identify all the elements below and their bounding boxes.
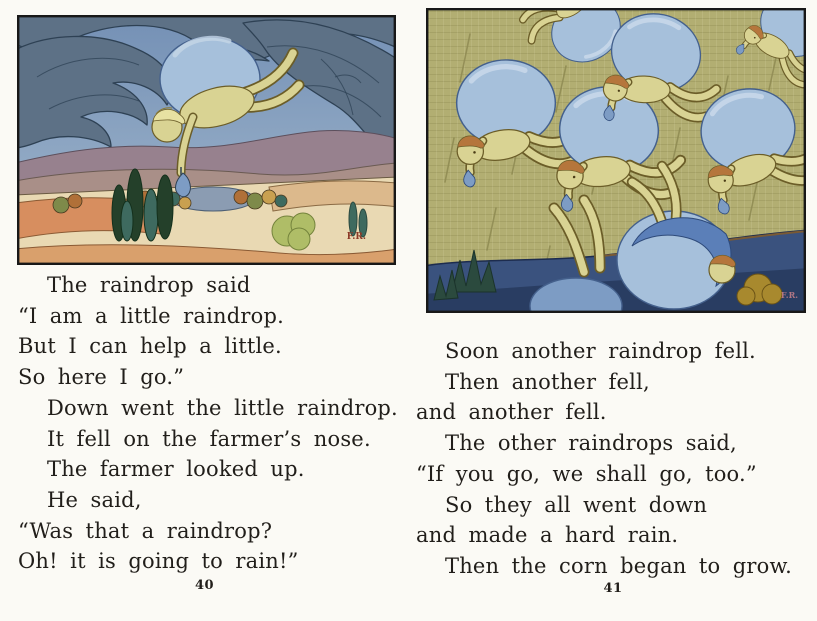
right-illustration-svg — [426, 8, 806, 313]
left-illustration — [17, 15, 396, 265]
story-line: He said, — [47, 487, 142, 512]
right-story-text — [416, 336, 812, 582]
page-number: 40 — [194, 578, 215, 593]
story-line: The other raindrops said, — [445, 431, 737, 456]
left-story-text — [18, 270, 404, 577]
story-line: “I am a little raindrop. — [18, 303, 284, 328]
illustrator-signature: F.R. — [346, 232, 366, 242]
story-line: Oh! it is going to rain!” — [18, 549, 299, 574]
page-number: 41 — [603, 581, 623, 596]
story-line: “If you go, we shall go, too.” — [416, 461, 757, 486]
story-line: “Was that a raindrop? — [18, 518, 273, 543]
story-line: and made a hard rain. — [416, 523, 679, 548]
right-illustration — [426, 8, 806, 313]
story-line: Down went the little raindrop. — [47, 395, 398, 420]
story-line: The raindrop said — [47, 273, 251, 297]
story-line: So they all went down — [445, 492, 708, 517]
story-line: But I can help a little. — [18, 334, 282, 359]
left-illustration-svg — [17, 15, 396, 265]
story-line: So here I go.” — [18, 365, 185, 390]
story-line: Soon another raindrop fell. — [445, 339, 756, 363]
story-line: Then the corn began to grow. — [445, 553, 793, 578]
book-page-right — [409, 0, 817, 621]
story-line: The farmer looked up. — [47, 457, 305, 482]
story-line: It fell on the farmer’s nose. — [47, 426, 371, 451]
story-line: and another fell. — [416, 400, 607, 425]
story-line: Then another fell, — [445, 369, 650, 394]
illustrator-signature: F.R. — [780, 290, 798, 300]
